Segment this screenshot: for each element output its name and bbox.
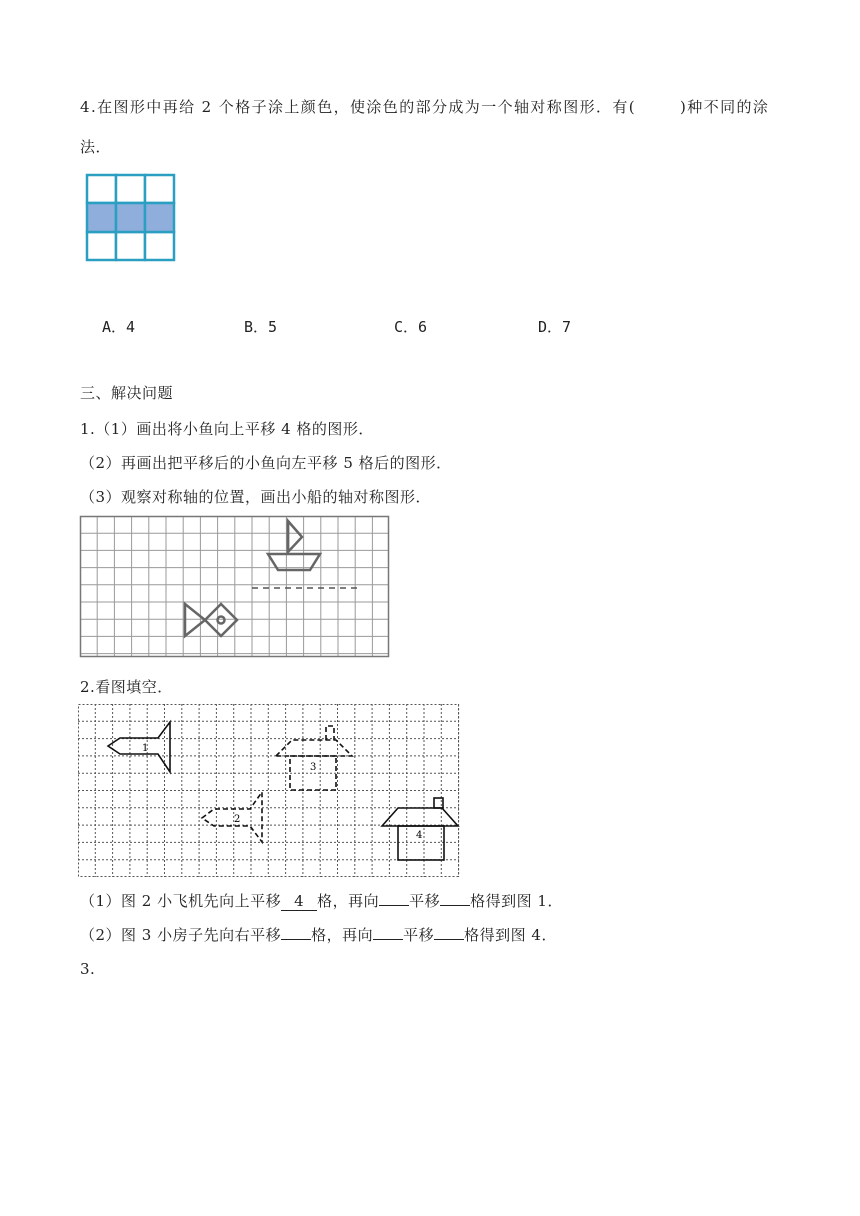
q4-line1	[80, 96, 769, 117]
option-c[interactable]: C．6	[394, 318, 428, 336]
p2-q2-blank2[interactable]	[373, 939, 403, 940]
figure-label-3: 3	[310, 762, 317, 773]
p2-q1-text4: 格得到图 1．	[470, 892, 563, 910]
fish-boat-grid	[80, 516, 390, 658]
p1-line3: （3）观察对称轴的位置，画出小船的轴对称图形．	[80, 488, 432, 506]
figure-label-2: 2	[234, 814, 241, 825]
p3-label: 3.	[80, 960, 96, 978]
p2-q1	[80, 890, 563, 911]
p2-q1-blank3[interactable]	[440, 905, 470, 906]
section3-heading: 三、解决问题	[80, 384, 174, 402]
p2-q2-blank3[interactable]	[434, 939, 464, 940]
plane-figure-1	[108, 722, 170, 772]
option-b[interactable]: B．5	[244, 318, 278, 336]
plane-house-grid	[78, 704, 460, 878]
q4-text-before: 4.在图形中再给 2 个格子涂上颜色，使涂色的部分成为一个轴对称图形．有(	[80, 98, 637, 116]
fish-shape	[185, 604, 237, 636]
p1-line1: 1.（1）画出将小鱼向上平移 4 格的图形．	[80, 420, 374, 438]
q4-text-after: )种不同的涂	[680, 98, 770, 116]
p2-q1-text3: 平移	[409, 892, 441, 910]
p2-q2-text3: 平移	[403, 926, 435, 944]
p2-q1-blank2[interactable]	[379, 905, 409, 906]
plane-figure-2	[202, 792, 262, 842]
q4-grid-figure	[86, 174, 176, 262]
figure-label-1: 1	[142, 743, 149, 754]
p2-q1-text2: 格，再向	[317, 892, 380, 910]
p1-line2: （2）再画出把平移后的小鱼向左平移 5 格后的图形．	[80, 454, 452, 472]
p2-q2-text1: （2）图 3 小房子先向右平移	[80, 926, 282, 944]
figure-label-4: 4	[416, 830, 423, 841]
p2-q2	[80, 924, 557, 945]
option-a[interactable]: A．4	[102, 318, 136, 336]
house-figure-3	[276, 726, 352, 790]
p2-q1-blank1[interactable]: 4	[281, 892, 317, 911]
q4-line2: 法．	[80, 138, 112, 156]
house-figure-4	[382, 798, 458, 860]
p2-q1-text1: （1）图 2 小飞机先向上平移	[80, 892, 282, 910]
p2-q2-text4: 格得到图 4．	[464, 926, 557, 944]
p2-q2-text2: 格，再向	[311, 926, 374, 944]
boat-shape	[268, 521, 320, 570]
option-d[interactable]: D．7	[538, 318, 572, 336]
p2-heading: 2.看图填空．	[80, 678, 173, 696]
p2-q2-blank1[interactable]	[281, 939, 311, 940]
